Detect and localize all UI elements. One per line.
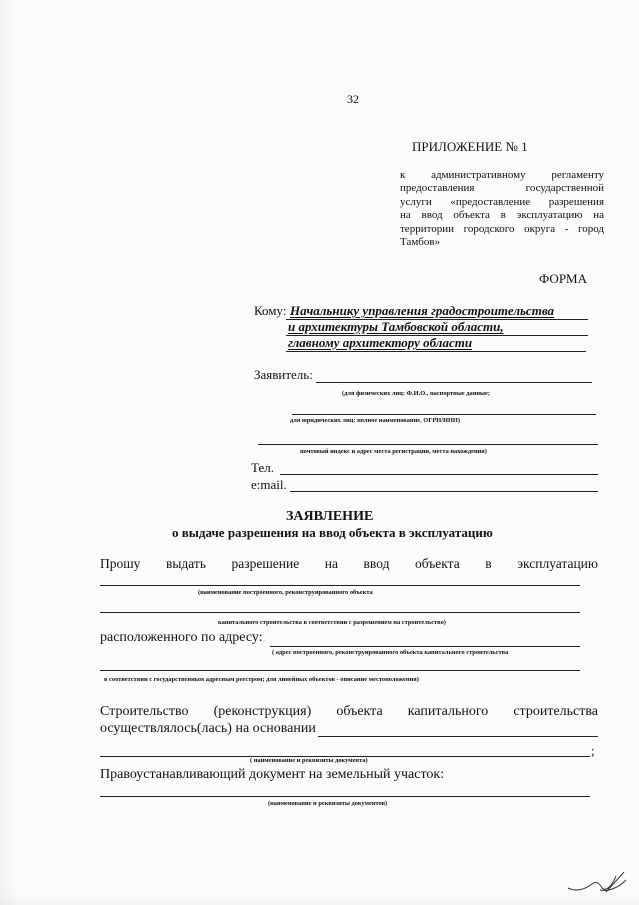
hint-object-2: капитального строительства в соответствии с разрешением на строительство): [218, 619, 446, 626]
applicant-field-3[interactable]: [258, 444, 598, 445]
semicolon: ;: [591, 743, 595, 758]
request-line: Прошу выдать разрешение на ввод объекта в эксплуатацию: [100, 556, 598, 571]
page-number: 32: [347, 92, 359, 106]
recipient-line: и архитектуры Тамбовской области,: [288, 319, 504, 334]
land-doc-label: Правоустанавливающий документ на земельный участок:: [100, 767, 445, 782]
address-label: расположенного по адресу:: [100, 630, 263, 645]
address-field[interactable]: [270, 646, 580, 647]
construction-line-2: осуществлялось(лась) на основании: [100, 721, 316, 736]
appendix-line: на ввод объекта в эксплуатацию на: [400, 209, 604, 222]
appendix-text: [400, 169, 604, 249]
hint-docs: ( наименование и реквизиты документа): [250, 757, 368, 764]
construction-line-1: Строительство (реконструкция) объекта капитального строительства: [100, 704, 598, 719]
applicant-label: Заявитель:: [254, 367, 313, 382]
form-label: ФОРМА: [539, 271, 587, 286]
object-field-2[interactable]: [100, 612, 580, 613]
applicant-field[interactable]: [316, 382, 592, 383]
applicant-hint-individual: (для физических лиц: Ф.И.О., паспортные данные;: [342, 390, 491, 397]
address-field-2[interactable]: [100, 670, 580, 671]
applicant-hint-address: почтовый индекс и адрес места регистрации, места нахождения): [300, 448, 487, 455]
statement-subtitle: о выдаче разрешения на ввод объекта в эксплуатацию: [172, 525, 493, 540]
appendix-line: предоставления государственной: [400, 182, 604, 195]
appendix-line: услуги «предоставление разрешения: [400, 195, 604, 208]
phone-label: Тел.: [251, 460, 274, 475]
appendix-line: к административному регламенту: [400, 169, 604, 181]
land-doc-field[interactable]: [100, 796, 590, 797]
appendix-line: Тамбов»: [400, 236, 441, 249]
statement-title: ЗАЯВЛЕНИЕ: [286, 509, 374, 524]
basis-field[interactable]: [318, 736, 598, 737]
applicant-hint-legal: для юридических лиц: полное наименование, ОГРН/ИНН): [290, 417, 461, 424]
appendix-title: ПРИЛОЖЕНИЕ № 1: [412, 139, 528, 154]
email-field[interactable]: [290, 491, 598, 492]
hint-address-2: в соответствии с государственным адресным реестром; для линейных объектов - описание местоположения): [104, 676, 419, 683]
hint-object-1: (наименование построенного, реконструированного объекта: [198, 589, 373, 596]
recipient-underline: [286, 351, 586, 352]
phone-field[interactable]: [280, 474, 598, 475]
hint-land-docs: (наименование и реквизиты документов): [268, 800, 388, 807]
recipient-line: Начальнику управления градостроительства: [290, 303, 555, 318]
applicant-field-2[interactable]: [292, 414, 596, 415]
hint-address-1: ( адрес построенного, реконструированного объекта капитального строительства: [272, 649, 509, 656]
scribble-mark: [566, 862, 636, 902]
email-label: e:mail.: [251, 477, 287, 492]
appendix-line: территории городского округа - город: [400, 222, 604, 235]
object-field[interactable]: [100, 585, 580, 586]
recipient-label: Кому:: [254, 303, 287, 318]
recipient-line: главному архитектору области: [288, 335, 473, 350]
